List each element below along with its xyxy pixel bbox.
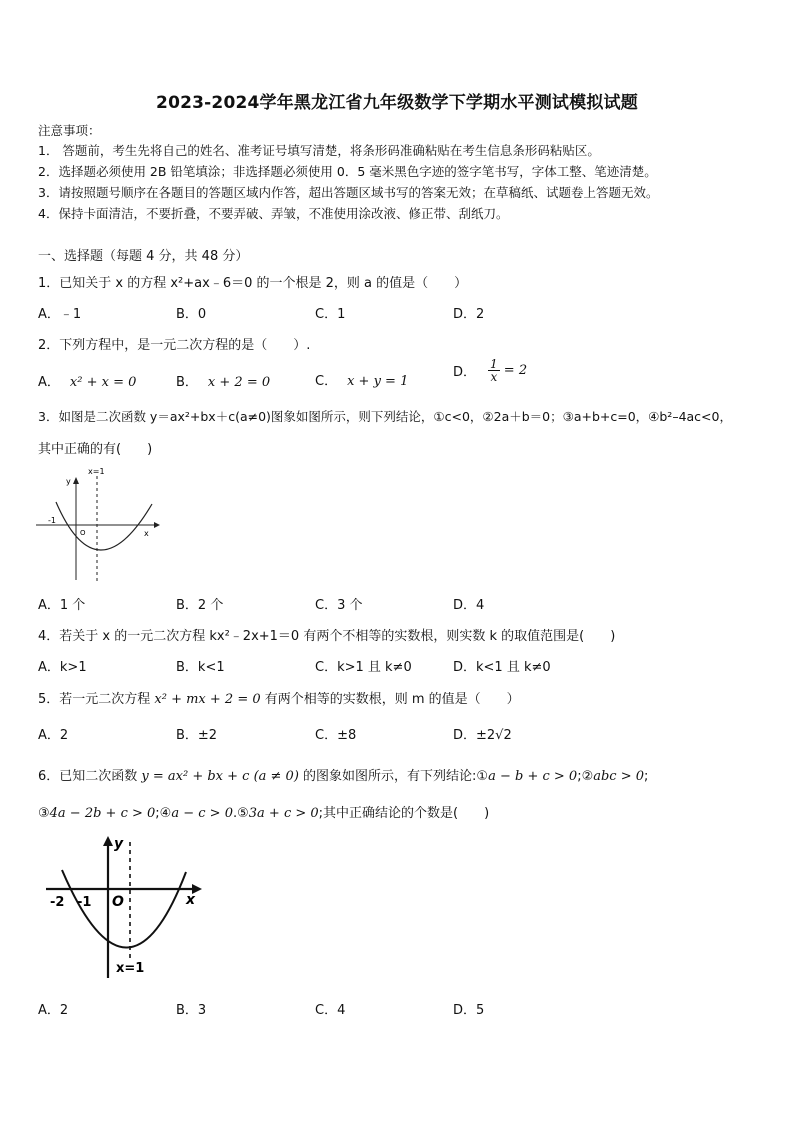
fraction [488,358,500,383]
y-axis-arrow [73,477,79,484]
q3-option-d: D．4 [453,598,485,613]
label-x: x [144,529,149,538]
question-6-stem-continued [38,802,489,821]
stem-text: 5．若一元二次方程 [38,692,155,707]
notice-item: 4．保持卡面清洁，不要折叠，不要弄破、弄皱，不准使用涂改液、修正带、刮纸刀。 [38,206,509,221]
option-expression: x² + x = 0 [69,375,137,390]
label-x: x [186,892,196,908]
option-label: D． [453,365,477,380]
label-x-equals-1: x=1 [88,467,105,476]
fraction-denominator: x [490,370,498,384]
stem-text: 的图象如图所示，有下列结论:① [298,769,489,784]
stem-text: ;其中正确结论的个数是( ) [318,806,490,821]
q5-option-d: D．±2√2 [453,728,512,743]
fraction-numerator: 1 [490,357,498,371]
conclusion-3: 4a − 2b + c > 0 [49,806,156,821]
option-label: A． [38,375,60,390]
q4-option-a: A．k>1 [38,660,87,675]
q2-option-b [176,371,270,390]
q1-option-b: B．0 [176,307,207,322]
label-neg2: -2 [50,895,65,910]
q3-option-a: A．1 个 [38,598,86,613]
q4-option-d: D．k<1 且 k≠0 [453,660,551,675]
q3-option-b: B．2 个 [176,598,224,613]
stem-expression: y = ax² + bx + c (a ≠ 0) [141,769,299,784]
x-axis-arrow [154,522,160,528]
conclusion-1: a − b + c > 0 [488,769,578,784]
stem-text: .⑤ [232,806,249,821]
question-5-stem [38,688,520,707]
q1-option-d: D．2 [453,307,485,322]
q3-option-c: C．3 个 [315,598,363,613]
option-expression: = 2 [499,363,528,378]
label-y: y [66,477,71,486]
option-expression: x + y = 1 [347,374,409,389]
label-origin: O [112,894,124,910]
stem-text: ;② [577,769,594,784]
notice-item: 3．请按照题号顺序在各题目的答题区域内作答，超出答题区域书写的答案无效；在草稿纸、试题卷上答题无效。 [38,185,659,200]
stem-text: 6．已知二次函数 [38,769,142,784]
question-4-stem: 4．若关于 x 的一元二次方程 kx²﹣2x+1＝0 有两个不相等的实数根，则实数 k 的取值范围是( ) [38,629,616,644]
option-label: B． [176,375,198,390]
stem-text: 有两个相等的实数根，则 m 的值是（ ） [260,692,520,707]
conclusion-4: a − c > 0 [171,806,233,821]
q2-option-c [315,370,408,389]
stem-text: ;④ [155,806,172,821]
label-x-equals-1: x=1 [116,961,145,976]
q1-option-c: C．1 [315,307,346,322]
question-1-stem: 1．已知关于 x 的方程 x²+ax﹣6＝0 的一个根是 2，则 a 的值是（ ） [38,276,468,291]
q5-option-b: B．±2 [176,728,218,743]
notice-item: 2．选择题必须使用 2B 铅笔填涂；非选择题必须使用 0．5 毫米黑色字迹的签字笔书写，字体工整、笔迹清楚。 [38,164,657,179]
question-2-stem: 2．下列方程中，是一元二次方程的是（ ）. [38,338,311,353]
q6-option-a: A．2 [38,1003,69,1018]
option-expression: x + 2 = 0 [207,375,271,390]
section-heading: 一、选择题（每题 4 分，共 48 分） [38,249,249,264]
question-3-stem: 3．如图是二次函数 y＝ax²+bx＋c(a≠0)图象如图所示，则下列结论，①c<0，②2a＋b＝0；③a+b+c=0，④b²–4ac<0， [38,409,732,424]
stem-expression: x² + mx + 2 = 0 [154,692,261,707]
option-label: C． [315,374,338,389]
q5-option-a: A．2 [38,728,69,743]
q3-parabola-graph [34,462,164,586]
q6-option-c: C．4 [315,1003,346,1018]
q2-option-a [38,371,136,390]
label-neg1: -1 [77,895,92,910]
q5-option-c: C．±8 [315,728,357,743]
q6-option-d: D．5 [453,1003,485,1018]
notice-item: 1． 答题前，考生先将自己的姓名、准考证号填写清楚，将条形码准确粘贴在考生信息条形码粘贴区。 [38,143,600,158]
notice-heading: 注意事项： [38,123,101,138]
stem-text: ; [644,769,649,784]
label-neg1: -1 [48,516,56,525]
label-origin: O [80,529,86,537]
label-y: y [114,836,124,852]
parabola-curve [56,502,152,550]
question-3-stem-continued: 其中正确的有( ) [38,442,153,457]
question-6-stem [38,765,648,784]
q2-option-d [453,358,527,383]
y-axis-arrow [103,836,113,846]
page-title: 2023-2024学年黑龙江省九年级数学下学期水平测试模拟试题 [156,93,638,113]
q6-parabola-graph [44,834,214,982]
stem-text: ③ [38,806,50,821]
conclusion-2: abc > 0 [593,769,645,784]
conclusion-5: 3a + c > 0 [248,806,319,821]
q4-option-b: B．k<1 [176,660,225,675]
q6-option-b: B．3 [176,1003,207,1018]
q4-option-c: C．k>1 且 k≠0 [315,660,412,675]
q1-option-a: A．﹣1 [38,307,82,322]
